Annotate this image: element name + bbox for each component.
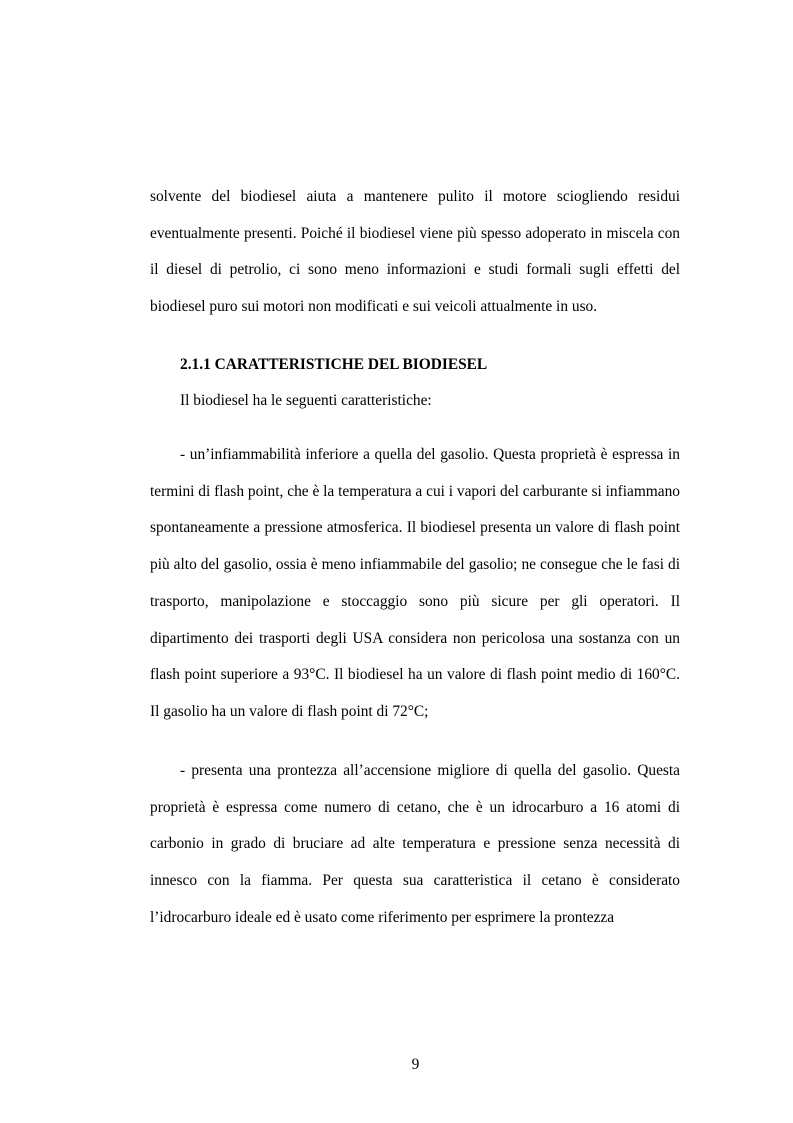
page-number: 9 [411, 1056, 420, 1073]
paragraph-cetano: - presenta una prontezza all’accensione migliore di quella del gasolio. Questa proprietà è espressa come numero di cetano, che è un idrocarburo a 16 atomi di carbonio in grado di bruciare ad alte temperatura e pressione senza necessità di innesco con la fiamma. Per questa sua caratteristica il cetano è considerato l’idrocarburo ideale ed è usato come riferimento per esprimere la prontezza [150, 762, 680, 926]
paragraph-flash-point: - un’infiammabilità inferiore a quella del gasolio. Questa proprietà è espressa in termini di flash point, che è la temperatura a cui i vapori del carburante si infiammano spontaneamente a pressione atmosferica. Il biodiesel presenta un valore di flash point più alto del gasolio, ossia è meno infiammabile del gasolio; ne consegue che le fasi di trasporto, manipolazione e stoccaggio sono più sicure per gli operatori. Il dipartimento dei trasporti degli USA considera non pericolosa una sostanza con un flash point superiore a 93°C. Il biodiesel ha un valore di flash point medio di 160°C. Il gasolio ha un valore di flash point di 72°C; [150, 446, 680, 720]
paragraph-intro: Il biodiesel ha le seguenti caratteristiche: [180, 392, 432, 409]
section-heading: 2.1.1 CARATTERISTICHE DEL BIODIESEL [180, 356, 488, 373]
paragraph-continuation: solvente del biodiesel aiuta a mantenere pulito il motore sciogliendo residui eventualmente presenti. Poiché il biodiesel viene più spesso adoperato in miscela con il diesel di petrolio, ci sono meno informazioni e studi formali sugli effetti del biodiesel puro sui motori non modificati e sui veicoli attualmente in uso. [150, 188, 680, 316]
